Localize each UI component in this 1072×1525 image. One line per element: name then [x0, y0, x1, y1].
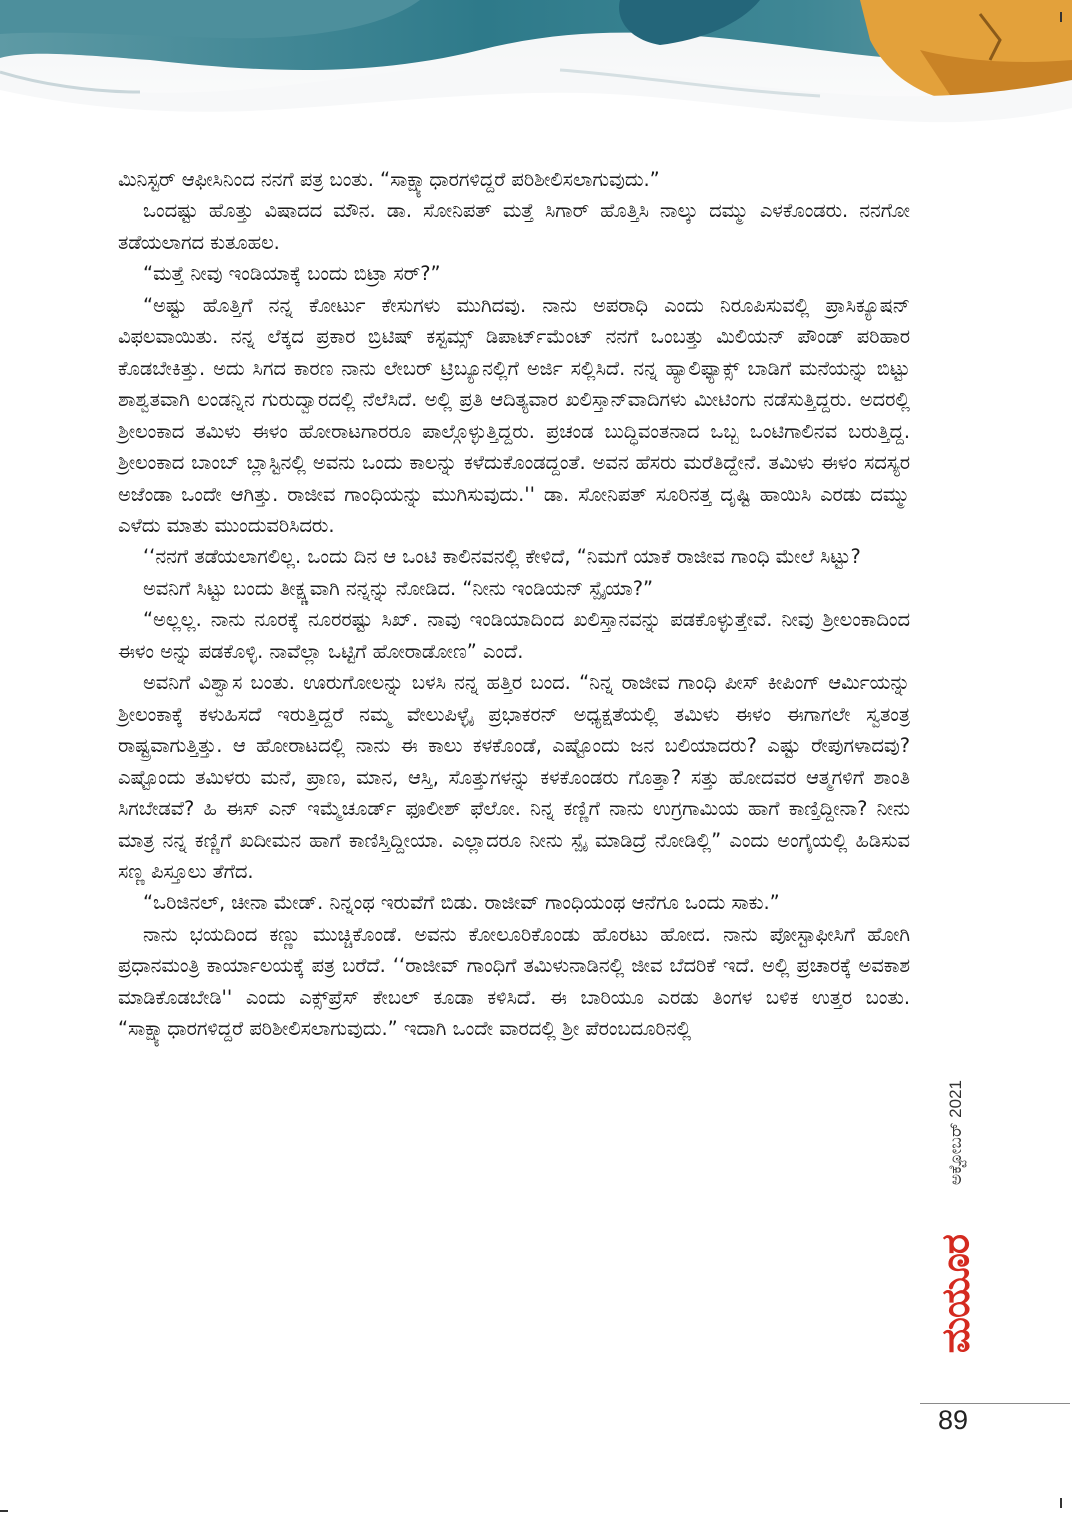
crop-mark	[1060, 12, 1062, 22]
paragraph: “ಒರಿಜಿನಲ್, ಚೀನಾ ಮೇಡ್. ನಿನ್ನಂಥ ಇರುವೆಗೆ ಬಿಡು. ರಾಜೀವ್ ಗಾಂಧಿಯಂಥ ಆನೆಗೂ ಒಂದು ಸಾಕು.”	[143, 891, 780, 915]
paragraph: “ಅಷ್ಟು ಹೊತ್ತಿಗೆ ನನ್ನ ಕೋರ್ಟು ಕೇಸುಗಳು ಮುಗಿದವು. ನಾನು ಅಪರಾಧಿ ಎಂದು ನಿರೂಪಿಸುವಲ್ಲಿ ಪ್ರಾಸಿಕ್ಯೂಷನ್ ವಿಫಲವಾಯಿತು. ನನ್ನ ಲೆಕ್ಕದ ಪ್ರಕಾರ ಬ್ರಿಟಿಷ್ ಕಸ್ಟಮ್ಸ್ ಡಿಪಾರ್ಟ್‌ಮೆಂಟ್ ನನಗೆ ಒಂಬತ್ತು ಮಿಲಿಯನ್ ಪೌಂಡ್ ಪರಿಹಾರ ಕೊಡಬೇಕಿತ್ತು. ಅದು ಸಿಗದ ಕಾರಣ ನಾನು ಲೇಬರ್ ಟ್ರಿಬ್ಯೂನಲ್ಲಿಗೆ ಅರ್ಜಿ ಸಲ್ಲಿಸಿದೆ. ನನ್ನ ಹ್ಯಾಲಿಫ್ಯಾಕ್ಸ್ ಬಾಡಿಗೆ ಮನೆಯನ್ನು ಬಿಟ್ಟು ಶಾಶ್ವತವಾಗಿ ಲಂಡನ್ನಿನ ಗುರುದ್ವಾರದಲ್ಲಿ ನೆಲೆಸಿದೆ. ಅಲ್ಲಿ ಪ್ರತಿ ಆದಿತ್ಯವಾರ ಖಲಿಸ್ತಾನ್‌ವಾದಿಗಳು ಮೀಟಿಂಗು ನಡೆಸುತ್ತಿದ್ದರು. ಅದರಲ್ಲಿ ಶ್ರೀಲಂಕಾದ ತಮಿಳು ಈಳಂ ಹೋರಾಟಗಾರರೂ ಪಾಲ್ಗೊಳ್ಳುತ್ತಿದ್ದರು. ಪ್ರಚಂಡ ಬುದ್ಧಿವಂತನಾದ ಒಬ್ಬ ಒಂಟಿಗಾಲಿನವ ಬರುತ್ತಿದ್ದ. ಶ್ರೀಲಂಕಾದ ಬಾಂಬ್ ಬ್ಲಾಸ್ಟಿನಲ್ಲಿ ಅವನು ಒಂದು ಕಾಲನ್ನು ಕಳೆದುಕೊಂಡದ್ದಂತೆ. ಅವನ ಹೆಸರು ಮರೆತಿದ್ದೇನೆ. ತಮಿಳು ಈಳಂ ಸದಸ್ಯರ ಅಜೆಂಡಾ ಒಂದೇ ಆಗಿತ್ತು. ರಾಜೀವ ಗಾಂಧಿಯನ್ನು ಮುಗಿಸುವುದು.'' ಡಾ. ಸೋನಿಪತ್ ಸೂರಿನತ್ತ ದೃಷ್ಟಿ ಹಾಯಿಸಿ ಎರಡು ದಮ್ಮು ಎಳೆದು ಮಾತು ಮುಂದುವರಿಸಿದರು.	[118, 293, 910, 537]
paragraph: “ಮತ್ತೆ ನೀವು ಇಂಡಿಯಾಕ್ಕೆ ಬಂದು ಬಿಟ್ರಾ ಸರ್?”	[143, 262, 441, 286]
paragraph: ಮಿನಿಸ್ಟರ್ ಆಫೀಸಿನಿಂದ ನನಗೆ ಪತ್ರ ಬಂತು. “ಸಾಕ್ಷ್ಯಾಧಾರಗಳಿದ್ದರೆ ಪರಿಶೀಲಿಸಲಾಗುವುದು.”	[118, 168, 660, 191]
header-illustration	[0, 0, 1072, 160]
crop-mark	[0, 1510, 8, 1512]
crop-mark	[1060, 1498, 1062, 1508]
issue-date: ಅಕ್ಟೋಬರ್ 2021	[946, 1080, 965, 1186]
paragraph: ಅವನಿಗೆ ಸಿಟ್ಟು ಬಂದು ತೀಕ್ಷ್ಣವಾಗಿ ನನ್ನನ್ನು ನೋಡಿದ. “ನೀನು ಇಂಡಿಯನ್ ಸ್ಪೈಯಾ?”	[143, 576, 654, 600]
paragraph: ಅವನಿಗೆ ವಿಶ್ವಾಸ ಬಂತು. ಊರುಗೋಲನ್ನು ಬಳಸಿ ನನ್ನ ಹತ್ತಿರ ಬಂದ. “ನಿನ್ನ ರಾಜೀವ ಗಾಂಧಿ ಪೀಸ್ ಕೀಪಿಂಗ್ ಆರ್ಮಿಯನ್ನು ಶ್ರೀಲಂಕಾಕ್ಕೆ ಕಳುಹಿಸದೆ ಇರುತ್ತಿದ್ದರೆ ನಮ್ಮ ವೇಲುಪಿಳ್ಳೈ ಪ್ರಭಾಕರನ್ ಅಧ್ಯಕ್ಷತೆಯಲ್ಲಿ ತಮಿಳು ಈಳಂ ಈಗಾಗಲೇ ಸ್ವತಂತ್ರ ರಾಷ್ಟ್ರವಾಗುತ್ತಿತ್ತು. ಆ ಹೋರಾಟದಲ್ಲಿ ನಾನು ಈ ಕಾಲು ಕಳಕೊಂಡೆ, ಎಷ್ಟೊಂದು ಜನ ಬಲಿಯಾದರು? ಎಷ್ಟು ರೇಪುಗಳಾದವು? ಎಷ್ಟೊಂದು ತಮಿಳರು ಮನೆ, ಪ್ರಾಣ, ಮಾನ, ಆಸ್ತಿ, ಸೊತ್ತುಗಳನ್ನು ಕಳಕೊಂಡರು ಗೊತ್ತಾ? ಸತ್ತು ಹೋದವರ ಆತ್ಮಗಳಿಗೆ ಶಾಂತಿ ಸಿಗಬೇಡವೆ? ಹಿ ಈಸ್ ಎನ್ ಇಮ್ಮೆಚೂರ್ಡ್ ಫೂಲೀಶ್ ಫೆಲೋ. ನಿನ್ನ ಕಣ್ಣಿಗೆ ನಾನು ಉಗ್ರಗಾಮಿಯ ಹಾಗೆ ಕಾಣ್ತಿದ್ದೀನಾ? ನೀನು ಮಾತ್ರ ನನ್ನ ಕಣ್ಣಿಗೆ ಖದೀಮನ ಹಾಗೆ ಕಾಣಿಸ್ತಿದ್ದೀಯಾ. ಎಲ್ಲಾದರೂ ನೀನು ಸ್ಪೈ ಮಾಡಿದ್ರೆ ನೋಡಿಲ್ಲಿ” ಎಂದು ಅಂಗೈಯಲ್ಲಿ ಹಿಡಿಸುವ ಸಣ್ಣ ಪಿಸ್ತೂಲು ತೆಗೆದ.	[118, 671, 910, 883]
paragraph: ಒಂದಷ್ಟು ಹೊತ್ತು ವಿಷಾದದ ಮೌನ. ಡಾ. ಸೋನಿಪತ್ ಮತ್ತೆ ಸಿಗಾರ್ ಹೊತ್ತಿಸಿ ನಾಲ್ಕು ದಮ್ಮು ಎಳಕೊಂಡರು. ನನಗೋ ತಡೆಯಲಾಗದ ಕುತೂಹಲ.	[118, 199, 910, 254]
page-sidebar	[928, 1080, 984, 1400]
article-body	[118, 164, 910, 1045]
magazine-logo: ಮಯೂರ	[933, 1235, 978, 1354]
paragraph: “ಅಲ್ಲಲ್ಲ. ನಾನು ನೂರಕ್ಕೆ ನೂರರಷ್ಟು ಸಿಖ್. ನಾವು ಇಂಡಿಯಾದಿಂದ ಖಲಿಸ್ತಾನವನ್ನು ಪಡಕೊಳ್ಳುತ್ತೇವೆ. ನೀವು ಶ್ರೀಲಂಕಾದಿಂದ ಈಳಂ ಅನ್ನು ಪಡಕೊಳ್ಳಿ. ನಾವೆಲ್ಲಾ ಒಟ್ಟಿಗೆ ಹೋರಾಡೋಣ” ಎಂದೆ.	[118, 608, 910, 663]
page-number-rule	[920, 1403, 1070, 1404]
page-number: 89	[938, 1405, 969, 1435]
paragraph: ನಾನು ಭಯದಿಂದ ಕಣ್ಣು ಮುಚ್ಚಿಕೊಂಡೆ. ಅವನು ಕೋಲೂರಿಕೊಂಡು ಹೊರಟು ಹೋದ. ನಾನು ಪೋಸ್ಟಾಫೀಸಿಗೆ ಹೋಗಿ ಪ್ರಧಾನಮಂತ್ರಿ ಕಾರ್ಯಾಲಯಕ್ಕೆ ಪತ್ರ ಬರೆದೆ. ‘‘ರಾಜೀವ್ ಗಾಂಧಿಗೆ ತಮಿಳುನಾಡಿನಲ್ಲಿ ಜೀವ ಬೆದರಿಕೆ ಇದೆ. ಅಲ್ಲಿ ಪ್ರಚಾರಕ್ಕೆ ಅವಕಾಶ ಮಾಡಿಕೊಡಬೇಡಿ'' ಎಂದು ಎಕ್ಸ್‌ಪ್ರೆಸ್ ಕೇಬಲ್ ಕೂಡಾ ಕಳಿಸಿದೆ. ಈ ಬಾರಿಯೂ ಎರಡು ತಿಂಗಳ ಬಳಿಕ ಉತ್ತರ ಬಂತು. “ಸಾಕ್ಷ್ಯಾಧಾರಗಳಿದ್ದರೆ ಪರಿಶೀಲಿಸಲಾಗುವುದು.” ಇದಾಗಿ ಒಂದೇ ವಾರದಲ್ಲಿ ಶ್ರೀ ಪೆರಂಬದೂರಿನಲ್ಲಿ	[118, 922, 910, 1041]
paragraph: ‘‘ನನಗೆ ತಡೆಯಲಾಗಲಿಲ್ಲ. ಒಂದು ದಿನ ಆ ಒಂಟಿ ಕಾಲಿನವನಲ್ಲಿ ಕೇಳಿದೆ, “ನಿಮಗೆ ಯಾಕೆ ರಾಜೀವ ಗಾಂಧಿ ಮೇಲೆ ಸಿಟ್ಟು?	[143, 545, 861, 569]
